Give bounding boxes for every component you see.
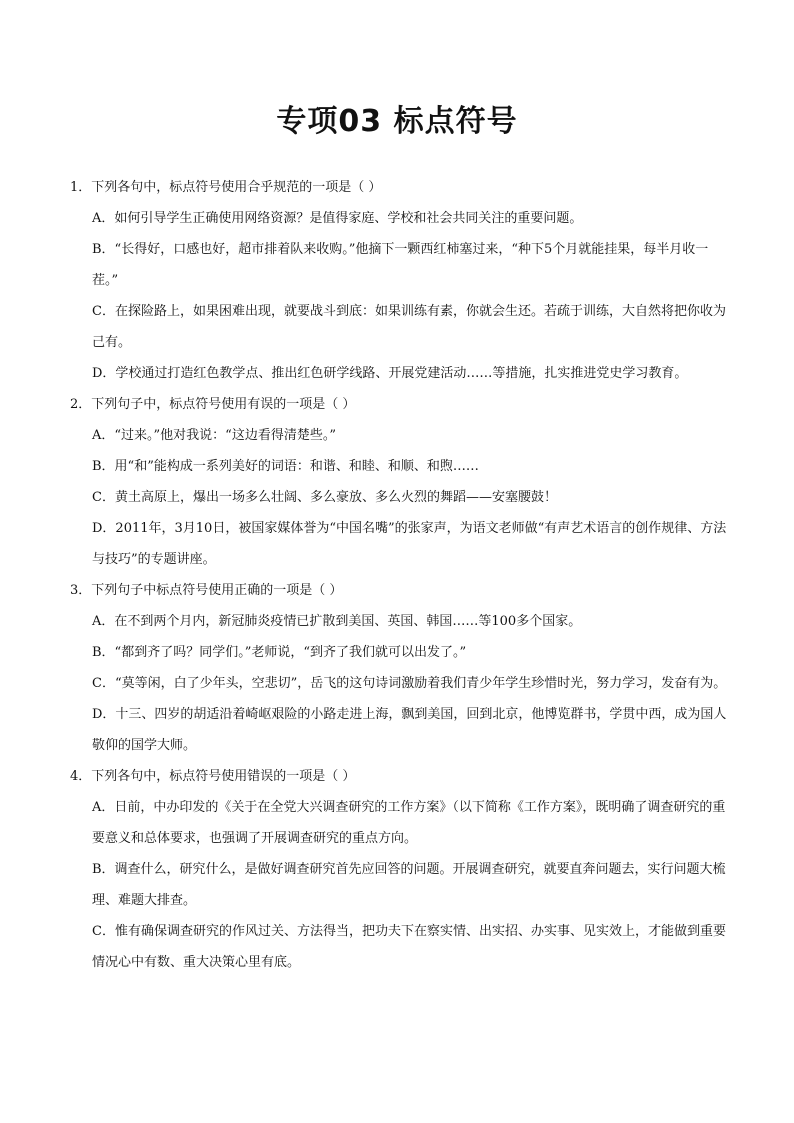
question-2 — [70, 389, 734, 575]
option-c: C．“莫等闲，白了少年头，空悲切”，岳飞的这句诗词激励着我们青少年学生珍惜时光，努力学习，发奋有为。 — [92, 676, 727, 691]
question-stem: 2．下列句子中，标点符号使用有误的一项是（ ） — [70, 397, 356, 412]
question-3 — [70, 575, 734, 761]
question-stem: 3．下列句子中标点符号使用正确的一项是（ ） — [70, 583, 343, 598]
option-b: B．“都到齐了吗？同学们。”老师说，“到齐了我们就可以出发了。” — [92, 645, 467, 660]
question-1 — [70, 172, 734, 389]
option-a: A．如何引导学生正确使用网络资源？是值得家庭、学校和社会共同关注的重要问题。 — [92, 211, 583, 226]
option-b: B．用“和”能构成一系列美好的词语：和谐、和睦、和顺、和煦…… — [92, 459, 479, 474]
option-b: B．“长得好，口感也好，超市排着队来收购。”他摘下一颗西红柿塞过来，“种下5个月就能挂果，每半月收一茬。” — [92, 242, 709, 288]
option-c: C．惟有确保调查研究的作风过关、方法得当，把功夫下在察实情、出实招、办实事、见实效上，才能做到重要情况心中有数、重大决策心里有底。 — [92, 924, 726, 970]
page-title: 专项03 标点符号 — [276, 104, 518, 139]
option-b: B．调查什么，研究什么，是做好调查研究首先应回答的问题。开展调查研究，就要直奔问题去，实行问题大梳理、难题大排查。 — [92, 862, 726, 908]
option-d: D．2011年，3月10日，被国家媒体誉为“中国名嘴”的张家声，为语文老师做“有声艺术语言的创作规律、方法与技巧”的专题讲座。 — [92, 521, 727, 567]
question-stem: 1．下列各句中，标点符号使用合乎规范的一项是（ ） — [70, 180, 382, 195]
option-d: D．十三、四岁的胡适沿着崎岖艰险的小路走进上海，飘到美国，回到北京，他博览群书，学贯中西，成为国人敬仰的国学大师。 — [92, 707, 727, 753]
option-c: C．黄土高原上，爆出一场多么壮阔、多么豪放、多么火烈的舞蹈——安塞腰鼓！ — [92, 490, 557, 505]
option-c: C．在探险路上，如果困难出现，就要战斗到底：如果训练有素，你就会生还。若疏于训练，大自然将把你收为己有。 — [92, 304, 726, 350]
question-list — [70, 172, 734, 978]
question-stem: 4．下列各句中，标点符号使用错误的一项是（ ） — [70, 769, 356, 784]
option-a: A．日前，中办印发的《关于在全党大兴调查研究的工作方案》（以下简称《工作方案》，既明确了调查研究的重要意义和总体要求，也强调了开展调查研究的重点方向。 — [92, 800, 726, 846]
option-a: A．在不到两个月内，新冠肺炎疫情已扩散到美国、英国、韩国……等100多个国家。 — [92, 614, 582, 629]
question-4 — [70, 761, 734, 978]
option-a: A．“过来。”他对我说：“这边看得清楚些。” — [92, 428, 336, 443]
option-d: D．学校通过打造红色教学点、推出红色研学线路、开展党建活动……等措施，扎实推进党史学习教育。 — [92, 366, 688, 381]
